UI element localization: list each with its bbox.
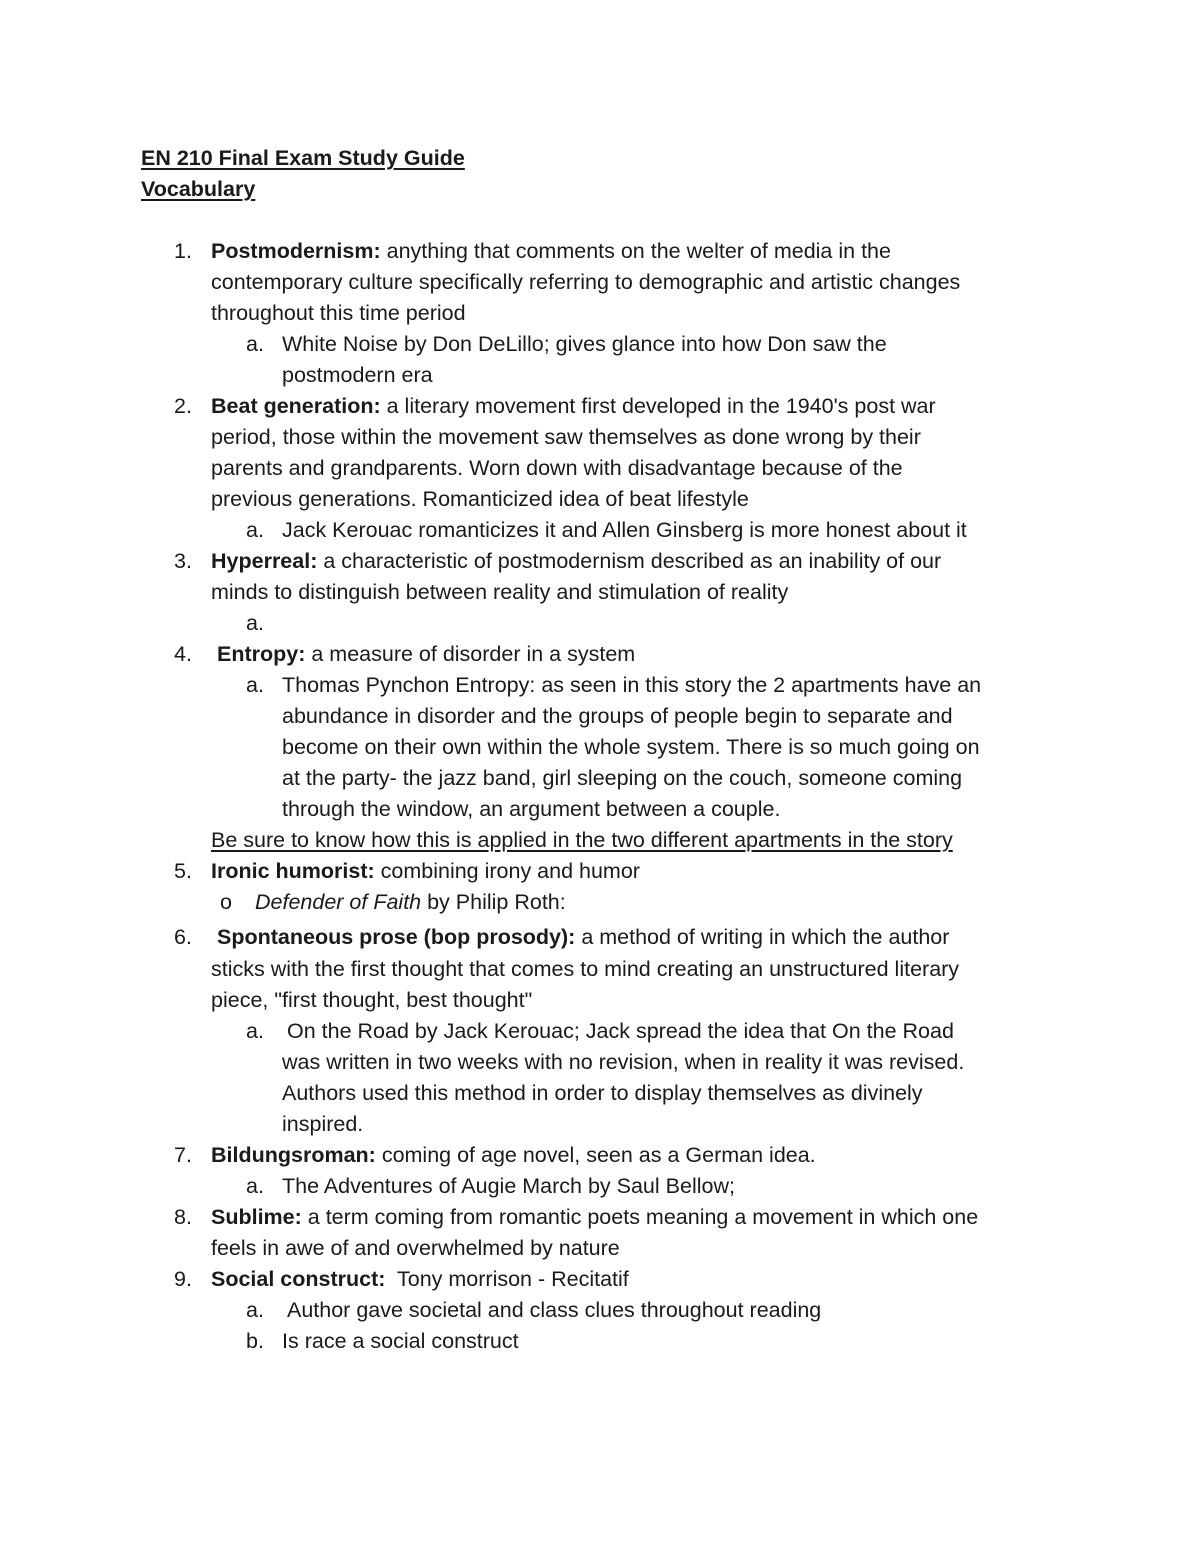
- definition-line: throughout this time period: [211, 301, 466, 325]
- item-number: 7.: [174, 1143, 192, 1167]
- sub-text: postmodern era: [282, 363, 433, 387]
- sub-text: Is race a social construct: [282, 1329, 519, 1353]
- document-title: EN 210 Final Exam Study Guide: [141, 146, 465, 170]
- definition: a characteristic of postmodernism described as an inability of our: [317, 549, 942, 573]
- sub-text: through the window, an argument between a couple.: [282, 797, 781, 821]
- definition-line: parents and grandparents. Worn down with disadvantage because of the: [211, 456, 903, 480]
- sub-text: by Philip Roth:: [421, 890, 566, 914]
- term: Beat generation:: [211, 394, 381, 418]
- list-item: [0, 391, 1200, 422]
- vocabulary-list: [0, 236, 1200, 1357]
- item-number: 8.: [174, 1205, 192, 1229]
- definition: a literary movement first developed in the 1940's post war: [380, 394, 936, 418]
- sub-item: [0, 887, 1200, 918]
- definition-line: minds to distinguish between reality and stimulation of reality: [211, 580, 789, 604]
- sub-item: [0, 1295, 1200, 1326]
- list-item: [0, 236, 1200, 267]
- sub-text: Authors used this method in order to display themselves as divinely: [282, 1081, 923, 1105]
- sub-text: was written in two weeks with no revision, when in reality it was revised.: [282, 1050, 965, 1074]
- sub-text: White Noise by Don DeLillo; gives glance into how Don saw the: [282, 332, 887, 356]
- sub-text: become on their own within the whole system. There is so much going on: [282, 735, 980, 759]
- sub-text: at the party- the jazz band, girl sleeping on the couch, someone coming: [282, 766, 963, 790]
- item-number: 9.: [174, 1267, 192, 1291]
- item-number: 2.: [174, 394, 192, 418]
- list-item: [0, 1202, 1200, 1233]
- sub-marker: a.: [246, 673, 264, 697]
- definition: a method of writing in which the author: [575, 925, 950, 949]
- sub-text: inspired.: [282, 1112, 364, 1136]
- sub-marker: a.: [246, 332, 264, 356]
- list-item: [0, 639, 1200, 670]
- term: Sublime:: [211, 1205, 302, 1229]
- definition: combining irony and humor: [374, 859, 640, 883]
- definition: coming of age novel, seen as a German idea.: [375, 1143, 816, 1167]
- bullet-marker: o: [220, 890, 232, 914]
- list-item: [0, 856, 1200, 887]
- sub-marker: a.: [246, 1019, 264, 1043]
- sub-text: On the Road by Jack Kerouac; Jack spread the idea that On the Road: [287, 1019, 954, 1043]
- sub-item: [0, 1016, 1200, 1047]
- term: Spontaneous prose (bop prosody):: [217, 925, 576, 949]
- item-number: 4.: [174, 642, 192, 666]
- sub-item: [0, 515, 1200, 546]
- sub-text: The Adventures of Augie March by Saul Bellow;: [282, 1174, 735, 1198]
- section-heading: Vocabulary: [141, 177, 256, 201]
- sub-text: Author gave societal and class clues throughout reading: [287, 1298, 822, 1322]
- sub-item: [0, 329, 1200, 360]
- list-item: [0, 1264, 1200, 1295]
- sub-item: [0, 608, 1200, 639]
- definition: Tony morrison - Recitatif: [385, 1267, 629, 1291]
- term: Bildungsroman:: [211, 1143, 376, 1167]
- sub-marker: a.: [246, 1298, 264, 1322]
- sub-item: [0, 670, 1200, 701]
- list-item: [0, 546, 1200, 577]
- definition-line: contemporary culture specifically referring to demographic and artistic changes: [211, 270, 961, 294]
- header: [141, 143, 465, 205]
- definition-line: period, those within the movement saw themselves as done wrong by their: [211, 425, 921, 449]
- sub-marker: a.: [246, 518, 264, 542]
- sub-marker: a.: [246, 611, 264, 635]
- sub-marker: a.: [246, 1174, 264, 1198]
- item-number: 6.: [174, 925, 192, 949]
- definition: anything that comments on the welter of media in the: [380, 239, 891, 263]
- term: Entropy:: [217, 642, 306, 666]
- sub-marker: b.: [246, 1329, 264, 1353]
- sub-text: Thomas Pynchon Entropy: as seen in this story the 2 apartments have an: [282, 673, 982, 697]
- definition: a measure of disorder in a system: [305, 642, 636, 666]
- term: Ironic humorist:: [211, 859, 375, 883]
- list-item: [0, 918, 1200, 954]
- definition-line: piece, "first thought, best thought": [211, 988, 533, 1012]
- term: Social construct:: [211, 1267, 386, 1291]
- sub-text: Jack Kerouac romanticizes it and Allen Ginsberg is more honest about it: [282, 518, 967, 542]
- definition-line: sticks with the first thought that comes to mind creating an unstructured literary: [211, 957, 960, 981]
- term: Hyperreal:: [211, 549, 318, 573]
- study-note: Be sure to know how this is applied in the two different apartments in the story: [211, 828, 953, 852]
- item-number: 3.: [174, 549, 192, 573]
- definition-line: previous generations. Romanticized idea of beat lifestyle: [211, 487, 749, 511]
- list-item: [0, 1140, 1200, 1171]
- item-number: 1.: [174, 239, 192, 263]
- term: Postmodernism:: [211, 239, 381, 263]
- definition-line: feels in awe of and overwhelmed by nature: [211, 1236, 620, 1260]
- definition: a term coming from romantic poets meaning a movement in which one: [301, 1205, 979, 1229]
- item-number: 5.: [174, 859, 192, 883]
- work-title: Defender of Faith: [255, 890, 422, 914]
- sub-item: [0, 1171, 1200, 1202]
- sub-text: abundance in disorder and the groups of people begin to separate and: [282, 704, 953, 728]
- sub-item: [0, 1326, 1200, 1357]
